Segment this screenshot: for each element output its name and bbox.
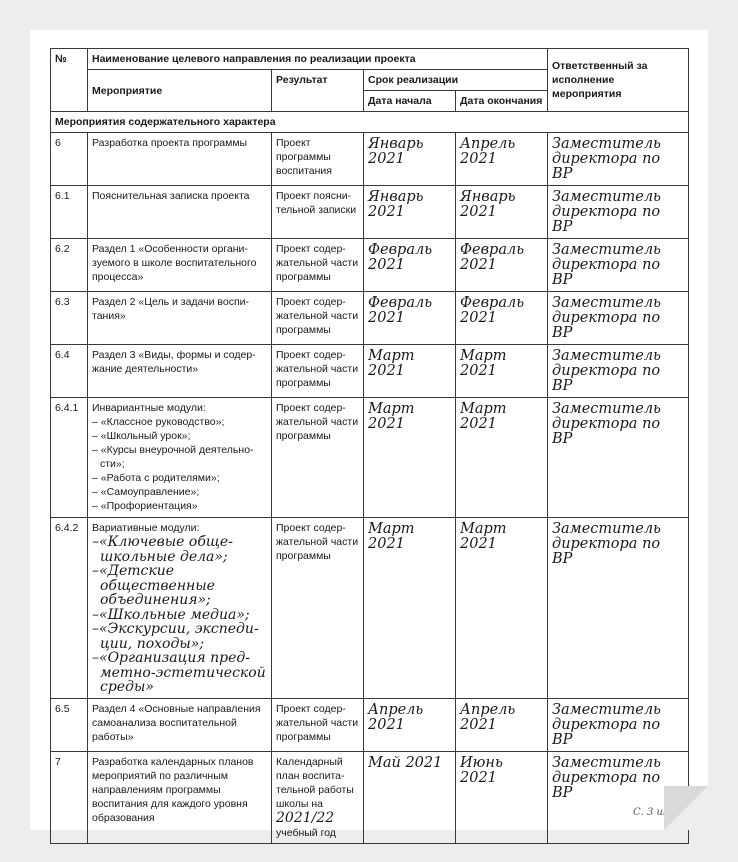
- row-event: Раздел 4 «Основные направления самоанализа воспитательной работы»: [88, 698, 272, 751]
- row-responsible: Заместитель директора по ВР: [552, 701, 661, 748]
- row-responsible: Заместитель директора по ВР: [552, 754, 661, 801]
- section-row: [51, 112, 689, 133]
- row-responsible: Заместитель директора по ВР: [552, 401, 661, 447]
- document-page: [30, 30, 708, 839]
- table-row: [51, 345, 689, 398]
- row-num: 6.3: [51, 292, 88, 345]
- row-end: Февраль 2021: [460, 242, 525, 273]
- header-row-1: [51, 49, 689, 70]
- table-row: [51, 751, 689, 843]
- row-result: Проект содержательной части программы: [272, 345, 364, 398]
- table-row: [51, 398, 689, 518]
- row-event: Разработка проекта программы: [88, 133, 272, 186]
- row-result-year: 2021/22: [276, 809, 335, 826]
- row-responsible: Заместитель директора по ВР: [552, 189, 661, 235]
- row-event: Пояснительная записка проекта: [88, 186, 272, 239]
- table-row: [51, 292, 689, 345]
- section-title: Мероприятия содержательного характера: [51, 112, 689, 133]
- row-result: Проект содержательной части программы: [272, 398, 364, 518]
- row-result: Проект программы воспитания: [272, 133, 364, 186]
- row-responsible: Заместитель директора по ВР: [552, 521, 661, 567]
- row-event: Инвариантные модули:: [92, 402, 206, 414]
- header-responsible: Ответственный за исполнение мероприятия: [548, 49, 689, 112]
- module-list: [92, 415, 267, 513]
- row-num: 6.2: [51, 239, 88, 292]
- row-result: Проект содержательной части программы: [272, 518, 364, 699]
- row-end: Январь 2021: [460, 189, 516, 220]
- row-result-tail: учебный год: [276, 826, 336, 839]
- row-event: Раздел 1 «Особенности организуемого в школе воспитательного процесса»: [88, 239, 272, 292]
- row-start: Март 2021: [368, 521, 415, 552]
- row-event: Разработка календарных планов мероприятий по различным направлениям программы воспитания для каждого уровня образования: [88, 751, 272, 843]
- table-row: [51, 133, 689, 186]
- row-num: 6.1: [51, 186, 88, 239]
- row-end: Апрель 2021: [460, 701, 516, 733]
- list-item: – «Работа с родителями»;: [92, 472, 220, 484]
- row-end: Июнь 2021: [460, 754, 503, 786]
- header-result: Результат: [272, 70, 364, 112]
- row-num: 6.5: [51, 698, 88, 751]
- row-result: Календарный план воспитательной работы школы на: [276, 755, 354, 810]
- row-start: Февраль 2021: [368, 295, 433, 326]
- list-item: –«Школьные медиа»;: [92, 606, 250, 623]
- row-event: Раздел 2 «Цель и задачи воспитания»: [88, 292, 272, 345]
- list-item: –«Организация предметно-эстетической среды»: [92, 650, 266, 695]
- page-number: С. 3 из 6: [633, 807, 678, 818]
- row-responsible: Заместитель директора по ВР: [552, 295, 661, 341]
- row-num: 6.4: [51, 345, 88, 398]
- row-result: Проект пояснительной записки: [272, 186, 364, 239]
- page-corner-fold: [664, 786, 708, 830]
- row-end: Март 2021: [460, 348, 507, 379]
- list-item: – «Классное руководство»;: [92, 416, 225, 428]
- header-start: Дата начала: [364, 91, 456, 112]
- list-item: – «Самоуправление»;: [92, 486, 200, 498]
- row-responsible: Заместитель директора по ВР: [552, 242, 661, 288]
- list-item: – «Курсы внеурочной деятельности»;: [92, 444, 254, 470]
- header-event: Мероприятие: [88, 70, 272, 112]
- header-num: №: [51, 49, 88, 112]
- row-responsible: Заместитель директора по ВР: [552, 136, 661, 182]
- row-result: Проект содержательной части программы: [272, 698, 364, 751]
- table-row: [51, 698, 689, 751]
- module-list: [92, 535, 267, 695]
- header-direction: Наименование целевого направления по реализации проекта: [88, 49, 548, 70]
- row-end: Апрель 2021: [460, 136, 516, 167]
- row-event: Вариативные модули:: [92, 522, 200, 534]
- row-result: Проект содержательной части программы: [272, 292, 364, 345]
- row-event: Раздел 3 «Виды, формы и содержание деятельности»: [88, 345, 272, 398]
- row-num: 7: [51, 751, 88, 843]
- row-num: 6.4.1: [51, 398, 88, 518]
- header-period: Срок реализации: [364, 70, 548, 91]
- row-end: Март 2021: [460, 401, 507, 432]
- table-row: [51, 239, 689, 292]
- row-responsible: Заместитель директора по ВР: [552, 348, 661, 394]
- row-start: Апрель 2021: [368, 701, 424, 733]
- row-start: Январь 2021: [368, 136, 424, 167]
- row-event-cell: [88, 398, 272, 518]
- plan-table: [50, 48, 689, 844]
- list-item: – «Школьный урок»;: [92, 430, 191, 442]
- row-num: 6: [51, 133, 88, 186]
- row-event-cell: [88, 518, 272, 699]
- row-start: Январь 2021: [368, 189, 424, 220]
- header-end: Дата окончания: [456, 91, 548, 112]
- row-start: Февраль 2021: [368, 242, 433, 273]
- row-start: Май 2021: [368, 754, 443, 771]
- row-end: Март 2021: [460, 521, 507, 552]
- list-item: –«Детские общественные объединения»;: [92, 563, 215, 608]
- list-item: –«Экскурсии, экспедиции, походы»;: [92, 621, 259, 652]
- table-row: [51, 186, 689, 239]
- list-item: –«Ключевые общешкольные дела»;: [92, 534, 233, 565]
- row-start: Март 2021: [368, 401, 415, 432]
- row-end: Февраль 2021: [460, 295, 525, 326]
- row-start: Март 2021: [368, 348, 415, 379]
- list-item: – «Профориентация»: [92, 500, 198, 512]
- row-result-cell: [272, 751, 364, 843]
- row-result: Проект содержательной части программы: [272, 239, 364, 292]
- table-row: [51, 518, 689, 699]
- row-num: 6.4.2: [51, 518, 88, 699]
